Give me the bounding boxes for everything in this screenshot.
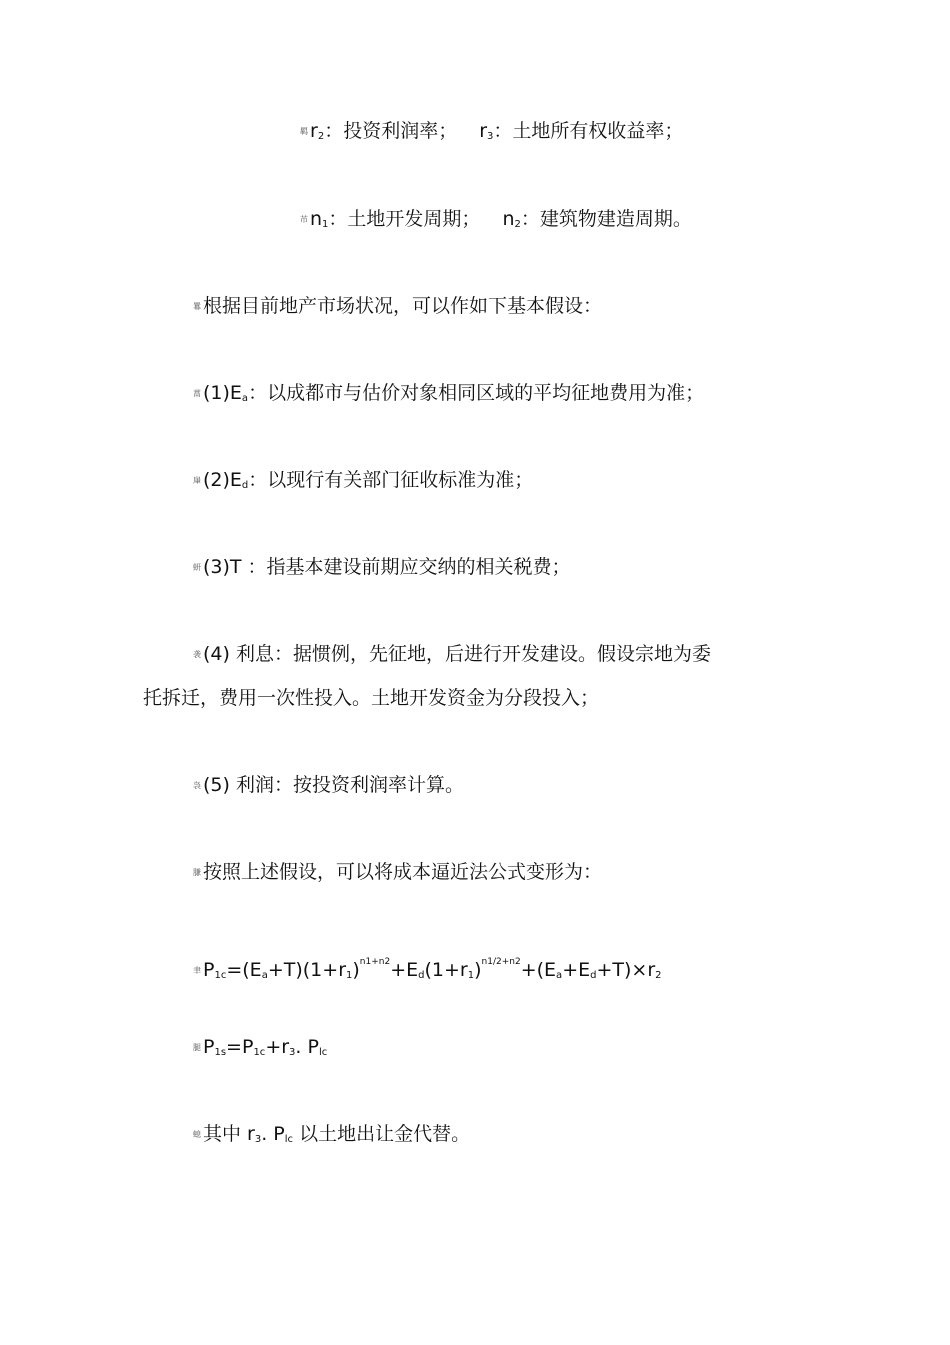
assumption-2: 肁 $(2)E_d$：以现行有关部门征收标准为准； <box>193 469 534 491</box>
margin-mark: 芇 <box>300 214 308 224</box>
formula-intro: 膁 按照上述假设，可以将成本逼近法公式变形为： <box>193 861 603 883</box>
assumption-1: 蒚 $(1)E_a$：以成都市与估价对象相同区域的平均征地费用为准； <box>193 382 705 404</box>
margin-mark: 羁 <box>300 126 308 136</box>
r3-plc-note: 螅 其中 $r_3$. $P_{lc}$ 以土地出让金代替。 <box>193 1123 471 1145</box>
formula-p1s: 腿 $P_{1s}=P_{1c}+r_3$. $P_{lc}$ <box>193 1036 328 1058</box>
assumption-3: 蚈 (3)T ：指基本建设前期应交纳的相关税费； <box>193 556 571 578</box>
margin-mark: 膁 <box>193 867 201 877</box>
margin-mark: 袭 <box>193 649 201 659</box>
margin-mark: 羃 <box>193 301 201 311</box>
margin-mark: 肁 <box>193 475 201 485</box>
assumption-4: 袭 (4) 利息：据惯例，先征地，后进行开发建设。假设宗地为委 <box>193 643 711 665</box>
assumption-5: 袅 (5) 利润：按投资利润率计算。 <box>193 774 464 796</box>
margin-mark: 袅 <box>193 780 201 790</box>
definition-r2-r3: 羁 $r_2$：投资利润率； $r_3$：土地所有权收益率； <box>300 120 684 142</box>
margin-mark: 螅 <box>193 1129 201 1139</box>
margin-mark: 蒚 <box>193 388 201 398</box>
assumption-intro: 羃 根据目前地产市场状况，可以作如下基本假设： <box>193 295 603 317</box>
margin-mark: 蚈 <box>193 562 201 572</box>
formula-p1c: 聿 $P_{1c}=(E_a+T)(1+r_1)^{n1+n2}+E_d(1+r_1)^{n1/2+n2}+(E_a+E_d+T)\times r_2$ <box>193 957 662 981</box>
definition-n1-n2: 芇 $n_1$：土地开发周期； $n_2$：建筑物建造周期。 <box>300 208 692 230</box>
margin-mark: 腿 <box>193 1042 201 1052</box>
margin-mark: 聿 <box>193 965 201 975</box>
assumption-4-continued: 托拆迁，费用一次性投入。土地开发资金为分段投入； <box>143 687 600 709</box>
